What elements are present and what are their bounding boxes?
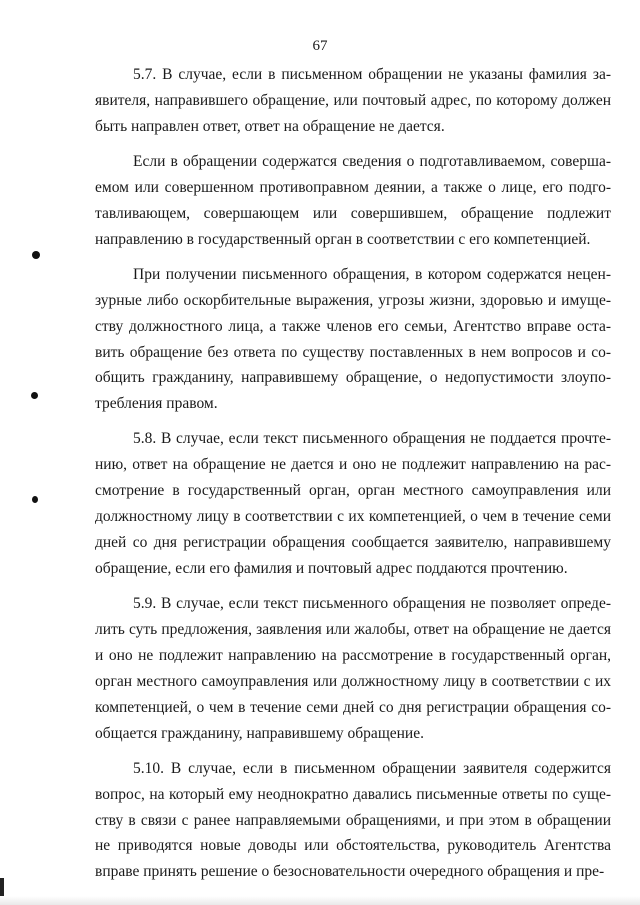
text-line: смотрение в государственный орган, орган местного самоуправления или bbox=[95, 482, 611, 500]
margin-dot-2 bbox=[31, 392, 38, 399]
margin-dot-3 bbox=[32, 496, 38, 503]
text-line: 5.10. В случае, если в письменном обращении заявителя содержится bbox=[133, 759, 611, 777]
paragraph-p-5-8 bbox=[95, 426, 611, 581]
text-line: нию, ответ на обращение не дается и оно не подлежит направлению на рас- bbox=[95, 456, 611, 474]
text-line: емом или совершенном противоправном деянии, а также о лице, его подго- bbox=[95, 178, 611, 196]
text-line: общить гражданину, направившему обращение, о недопустимости злоупо- bbox=[95, 369, 611, 387]
text-line: лить суть предложения, заявления или жалобы, ответ на обращение не дается bbox=[95, 621, 611, 638]
text-line: орган местного самоуправления или должностному лицу в соответствии с их bbox=[95, 672, 611, 690]
text-line: 5.8. В случае, если текст письменного обращения не поддается прочте- bbox=[133, 430, 611, 448]
paragraph-p-illegal-act bbox=[95, 149, 611, 253]
text-line: не приводятся новые доводы или обстоятельства, руководитель Агентства bbox=[95, 837, 611, 855]
document-body bbox=[95, 62, 611, 885]
text-line: общается гражданину, направившему обращение. bbox=[95, 724, 424, 742]
text-line: вопрос, на который ему неоднократно давались письменные ответы по суще- bbox=[95, 785, 611, 803]
text-line: При получении письменного обращения, в котором содержатся нецен- bbox=[133, 265, 611, 283]
text-line: 5.7. В случае, если в письменном обращении не указаны фамилия за- bbox=[133, 66, 611, 83]
text-line: и оно не подлежит направлению на рассмотрение в государственный орган, bbox=[95, 646, 611, 664]
paragraph-p-5-7 bbox=[95, 62, 611, 140]
text-line: ству в связи с ранее направляемыми обращениями, и при этом в обращении bbox=[95, 811, 611, 829]
text-line: обращение, если его фамилия и почтовый адрес поддаются прочтению. bbox=[95, 559, 568, 577]
text-line: направлению в государственный орган в соответствии с его компетенцией. bbox=[95, 230, 591, 248]
text-line: ству должностного лица, а также членов его семьи, Агентство вправе оста- bbox=[95, 317, 611, 335]
text-line: явителя, направившего обращение, или почтовый адрес, по которому должен bbox=[95, 91, 611, 109]
page-number: 67 bbox=[312, 38, 328, 54]
paragraph-p-5-9 bbox=[95, 591, 611, 746]
text-line: быть направлен ответ, ответ на обращение не дается. bbox=[95, 117, 445, 135]
scan-bottom-shadow bbox=[0, 896, 640, 905]
text-line: дней со дня регистрации обращения сообщается заявителю, направившему bbox=[95, 534, 611, 552]
text-line: зурные либо оскорбительные выражения, угрозы жизни, здоровью и имуще- bbox=[95, 291, 611, 309]
paragraph-gap bbox=[95, 140, 611, 149]
text-line: требления правом. bbox=[95, 395, 218, 413]
text-line: 5.9. В случае, если текст письменного обращения не позволяет опреде- bbox=[133, 595, 611, 613]
text-line: должностному лицу в соответствии с их компетенцией, о чем в течение семи bbox=[95, 508, 611, 526]
text-line: Если в обращении содержатся сведения о подготавливаемом, соверша- bbox=[133, 152, 611, 170]
paragraph-gap bbox=[95, 253, 611, 262]
text-line: вправе принять решение о безосновательности очередного обращения и пре- bbox=[95, 863, 605, 881]
text-line: компетенцией, о чем в течение семи дней со дня регистрации обращения со- bbox=[95, 698, 611, 716]
text-line: вить обращение без ответа по существу поставленных в нем вопросов и со- bbox=[95, 343, 611, 361]
paragraph-gap bbox=[95, 417, 611, 426]
paragraph-p-abusive bbox=[95, 262, 611, 417]
paragraph-gap bbox=[95, 582, 611, 591]
text-line: тавливающем, совершающем или совершившем, обращение подлежит bbox=[95, 204, 611, 222]
margin-dot-1 bbox=[32, 251, 40, 259]
paragraph-p-5-10 bbox=[95, 756, 611, 885]
paragraph-gap bbox=[95, 746, 611, 755]
